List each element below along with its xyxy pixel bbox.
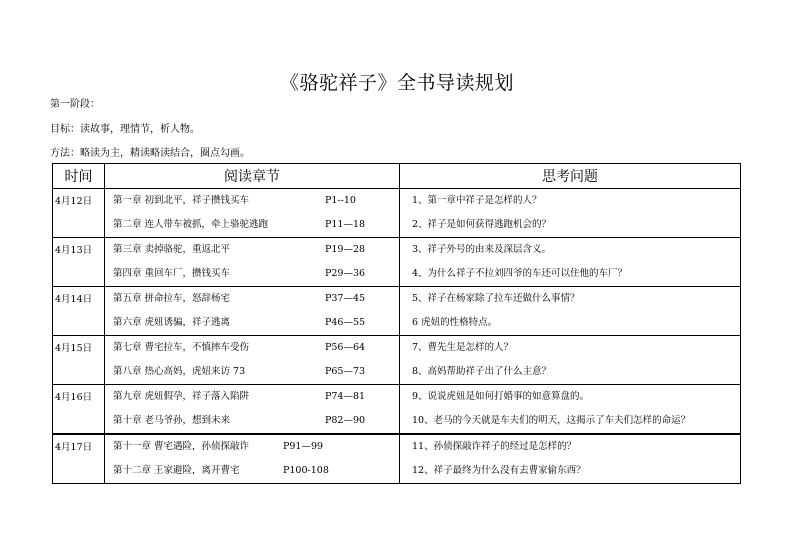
chapter-title: 第二章 连人带车被抓，牵上骆驼逃跑 — [113, 219, 269, 230]
chapters-cell — [105, 189, 400, 238]
chapter-title: 第一章 初到北平，祥子攒钱买车 — [113, 195, 250, 206]
chapter-line — [105, 459, 399, 483]
chapter-line — [105, 213, 399, 237]
chapter-pages: P46—55 — [325, 317, 366, 328]
table-row — [53, 238, 741, 287]
date-cell: 4月15日 — [53, 336, 105, 385]
question-line: 7、曹先生是怎样的人？ — [412, 342, 514, 353]
reading-plan-table — [52, 163, 741, 484]
question-line: 10、老马的今天就是车夫们的明天，这揭示了车夫们怎样的命运？ — [412, 415, 691, 426]
question-line: 8、高妈帮助祥子出了什么主意？ — [412, 366, 552, 377]
questions-cell — [400, 287, 741, 336]
chapter-line — [105, 189, 399, 213]
chapter-line — [105, 435, 399, 459]
chapter-title: 第七章 曹宅拉车，不慎摔车受伤 — [113, 342, 250, 353]
table-row — [53, 189, 741, 238]
chapter-title: 第九章 虎妞假孕，祥子落入陷阱 — [113, 391, 250, 402]
chapter-line — [105, 311, 399, 335]
chapter-line — [105, 336, 399, 360]
chapter-pages: P37—45 — [325, 293, 366, 304]
chapter-line — [105, 238, 399, 262]
question-line: 9、说说虎妞是如何打婚事的如意算盘的。 — [412, 391, 590, 402]
chapter-line — [105, 409, 399, 433]
chapter-pages: P82—90 — [325, 415, 366, 426]
table-row — [53, 336, 741, 385]
chapter-pages: P65—73 — [325, 366, 366, 377]
chapter-pages: P1--10 — [325, 195, 356, 206]
questions-cell — [400, 238, 741, 287]
chapter-line — [105, 287, 399, 311]
question-line: 2、祥子是如何获得逃跑机会的？ — [412, 219, 552, 230]
header-chapters: 阅读章节 — [105, 164, 400, 189]
date-cell: 4月12日 — [53, 189, 105, 238]
question-line: 4、为什么祥子不拉刘四爷的车还可以住他的车厂？ — [412, 268, 628, 279]
chapter-title: 第十二章 王家避险，离开曹宅 — [113, 465, 240, 476]
question-line: 1、第一章中祥子是怎样的人？ — [412, 195, 542, 206]
chapter-title: 第五章 拼命拉车，怒辞杨宅 — [113, 293, 231, 304]
stage-label: 第一阶段： — [50, 99, 100, 110]
table-row — [53, 434, 741, 484]
chapter-pages: P56—64 — [325, 342, 366, 353]
chapters-cell — [105, 385, 400, 435]
method-text: 方法：略读为主，精读略读结合，圈点勾画。 — [50, 148, 250, 159]
questions-cell — [400, 336, 741, 385]
goal-text: 目标：读故事，理情节，析人物。 — [50, 124, 200, 135]
chapter-pages: P11—18 — [325, 219, 366, 230]
chapter-pages: P91—99 — [283, 441, 324, 452]
question-line: 12、祥子最终为什么没有去曹家偷东西？ — [412, 465, 586, 476]
chapters-cell — [105, 238, 400, 287]
date-cell: 4月13日 — [53, 238, 105, 287]
chapter-pages: P74—81 — [325, 391, 366, 402]
chapter-pages: P29—36 — [325, 268, 366, 279]
chapter-line — [105, 385, 399, 409]
chapter-line — [105, 262, 399, 286]
chapter-pages: P19—28 — [325, 244, 366, 255]
chapters-cell — [105, 287, 400, 336]
page-title: 《骆驼祥子》全书导读规划 — [279, 72, 514, 94]
chapter-title: 第八章 热心高妈，虎妞来访 73 — [113, 366, 246, 377]
chapter-title: 第四章 重回车厂，攒钱买车 — [113, 268, 231, 279]
question-line: 5、祥子在杨家除了拉车还做什么事情？ — [412, 293, 580, 304]
chapter-pages: P100-108 — [283, 465, 329, 476]
question-line: 3、祥子外号的由来及深层含义。 — [412, 244, 552, 255]
questions-cell — [400, 189, 741, 238]
questions-cell — [400, 385, 741, 435]
questions-cell — [400, 434, 741, 484]
date-cell: 4月16日 — [53, 385, 105, 435]
chapter-title: 第十章 老马爷孙，想到未来 — [113, 415, 231, 426]
chapter-title: 第三章 卖掉骆驼，重返北平 — [113, 244, 231, 255]
date-cell: 4月14日 — [53, 287, 105, 336]
chapter-title: 第六章 虎妞诱骗，祥子逃离 — [113, 317, 231, 328]
header-questions: 思考问题 — [400, 164, 741, 189]
chapter-line — [105, 360, 399, 384]
table-row — [53, 385, 741, 435]
chapters-cell — [105, 434, 400, 484]
chapters-cell — [105, 336, 400, 385]
date-cell: 4月17日 — [53, 434, 105, 484]
table-header-row — [53, 164, 741, 189]
table-row — [53, 287, 741, 336]
question-line: 6 虎妞的性格特点。 — [412, 317, 498, 328]
header-time: 时间 — [53, 164, 105, 189]
chapter-title: 第十一章 曹宅遇险，孙侦探敲诈 — [113, 441, 250, 452]
question-line: 11、孙侦探敲诈祥子的经过是怎样的？ — [412, 441, 577, 452]
